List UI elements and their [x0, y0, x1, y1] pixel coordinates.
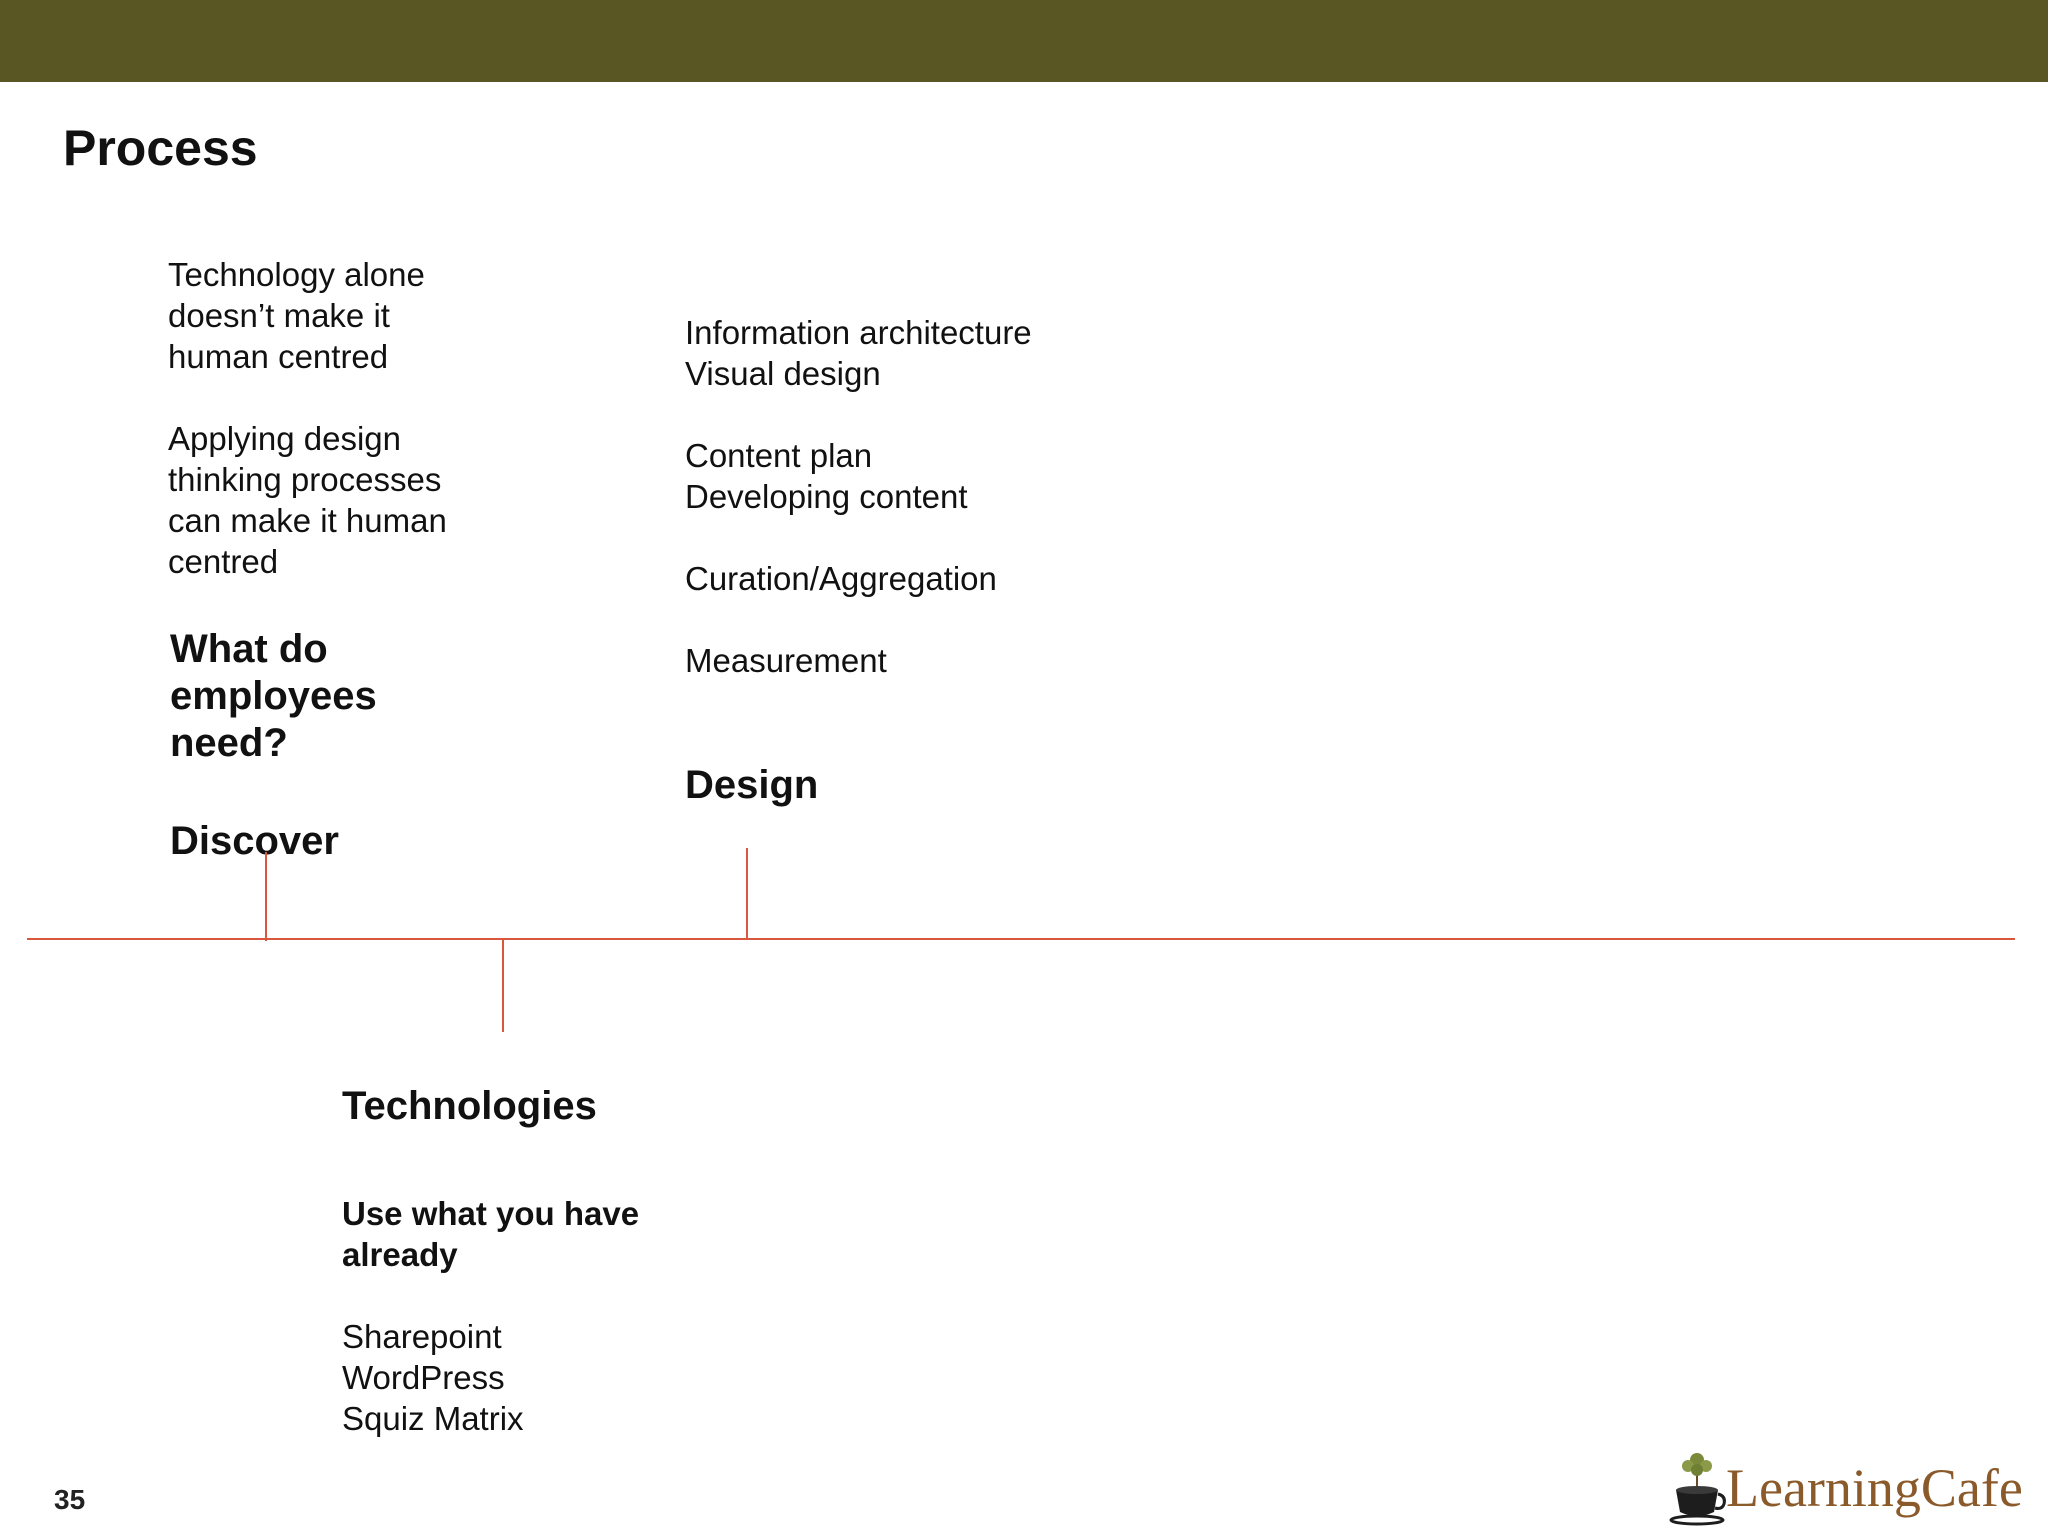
text-line: Measurement	[685, 642, 887, 679]
text-line: already	[342, 1236, 458, 1273]
header-bar	[0, 0, 2048, 82]
coffee-cup-icon	[1668, 1450, 1726, 1530]
text-line: Developing content	[685, 478, 968, 515]
text-line: doesn’t make it	[168, 297, 390, 334]
logo-text: LearningCafe	[1726, 1458, 2023, 1518]
design-group-content	[685, 435, 968, 517]
discover-note-technology	[168, 254, 425, 377]
text-line: What do	[170, 627, 328, 671]
discover-label: Discover	[170, 819, 339, 863]
text-line: Content plan	[685, 437, 873, 474]
design-group-curation	[685, 558, 997, 599]
text-line: employees	[170, 674, 377, 718]
text-line: Curation/Aggregation	[685, 560, 997, 597]
learningcafe-logo	[1668, 1450, 2038, 1530]
text-line: centred	[168, 543, 279, 580]
discover-note-design-thinking	[168, 418, 447, 582]
technologies-label: Technologies	[342, 1084, 597, 1128]
text-line: can make it human	[168, 502, 447, 539]
technologies-list	[342, 1316, 524, 1439]
text-line: human centred	[168, 338, 389, 375]
text-line: Information architecture	[685, 314, 1032, 351]
text-line: Applying design	[168, 420, 401, 457]
text-line: thinking processes	[168, 461, 442, 498]
list-item: Squiz Matrix	[342, 1400, 524, 1437]
list-item: Sharepoint	[342, 1318, 502, 1355]
slide-title: Process	[63, 120, 258, 176]
technologies-subheading	[342, 1193, 639, 1275]
text-line: need?	[170, 721, 288, 765]
text-line: Use what you have	[342, 1195, 640, 1232]
text-line: Technology alone	[168, 256, 425, 293]
list-item: WordPress	[342, 1359, 505, 1396]
text-line: Visual design	[685, 355, 881, 392]
design-group-measurement	[685, 640, 887, 681]
page-number: 35	[54, 1484, 86, 1515]
discover-question	[170, 626, 377, 767]
design-group-architecture	[685, 312, 1032, 394]
design-label: Design	[685, 763, 819, 807]
